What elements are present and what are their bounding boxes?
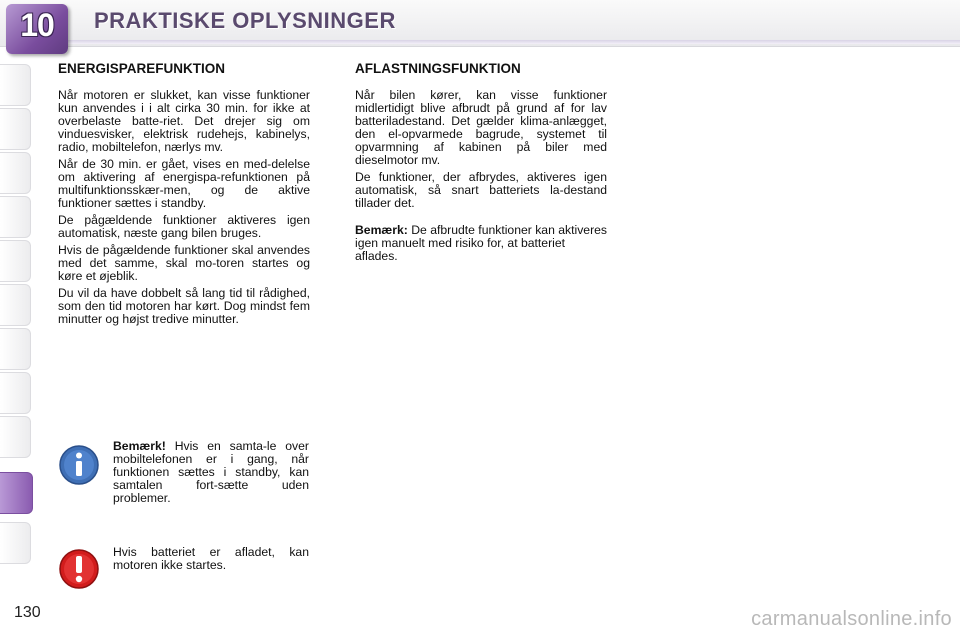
chapter-badge	[6, 4, 68, 54]
note-paragraph	[355, 224, 607, 263]
watermark: carmanualsonline.info	[751, 608, 952, 630]
info-icon	[58, 444, 100, 486]
chapter-tab[interactable]	[0, 284, 31, 326]
note-body: Hvis en samta-le over mobiltelefonen er i gang, når funktionen sættes i standby, kan samtalen fort-sætte uden problemer.	[113, 439, 309, 505]
chapter-tab-active[interactable]	[0, 472, 33, 514]
paragraph: De funktioner, der afbrydes, aktiveres igen automatisk, så snart batteriets la-destand tillader det.	[355, 170, 607, 210]
chapter-tab[interactable]	[0, 64, 31, 106]
note-label: Bemærk!	[113, 439, 166, 453]
chapter-tab[interactable]	[0, 240, 31, 282]
chapter-tab[interactable]	[0, 108, 31, 150]
paragraph: Du vil da have dobbelt så lang tid til rådighed, som den tid motoren har kørt. Dog mindst fem minutter og højst tredive minutter.	[58, 286, 310, 326]
page-number: 130	[14, 604, 41, 621]
chapter-tab[interactable]	[0, 152, 31, 194]
paragraph: Når bilen kører, kan visse funktioner midlertidigt blive afbrudt på grund af for lav batteriladestand. Det gælder klima-anlægget, den el-opvarmede bagrude, systemet til opvarmning af kabinen på biler med dieselmotor mv.	[355, 88, 607, 167]
chapter-tab[interactable]	[0, 522, 31, 564]
section-heading: AFLASTNINGSFUNKTION	[355, 61, 521, 76]
chapter-tabs	[0, 56, 34, 576]
section-heading: ENERGISPAREFUNKTION	[58, 61, 226, 76]
chapter-number: 10	[20, 7, 54, 43]
paragraph: De pågældende funktioner aktiveres igen automatisk, næste gang bilen bruges.	[58, 213, 310, 240]
info-note-text	[113, 440, 309, 505]
note-label: Bemærk:	[355, 223, 408, 237]
chapter-tab[interactable]	[0, 196, 31, 238]
paragraph: Hvis de pågældende funktioner skal anvendes med det samme, skal mo-toren startes og køre et øjeblik.	[58, 243, 310, 283]
page-title: PRAKTISKE OPLYSNINGER	[94, 8, 396, 33]
paragraph: Når motoren er slukket, kan visse funktioner kun anvendes i i alt cirka 30 min. for ikke at overbelaste batte-riet. Det drejer sig om vinduesvisker, elektrisk rudehejs, kabinelys, radio, mobiltelefon, nærlys mv.	[58, 88, 310, 154]
energy-saving-section	[58, 62, 310, 330]
warning-note-text: Hvis batteriet er afladet, kan motoren ikke startes.	[113, 545, 309, 572]
warning-icon	[58, 548, 100, 590]
chapter-tab[interactable]	[0, 328, 31, 370]
chapter-tab[interactable]	[0, 372, 31, 414]
load-shedding-section	[355, 62, 607, 267]
paragraph: Når de 30 min. er gået, vises en med-delelse om aktivering af energispa-refunktionen på multifunktionsskær-men, og de aktive funktioner sættes i standby.	[58, 157, 310, 210]
note-body: De afbrudte funktioner kan aktiveres igen manuelt med risiko for, at batteriet aflades.	[355, 223, 608, 263]
chapter-tab[interactable]	[0, 416, 31, 458]
